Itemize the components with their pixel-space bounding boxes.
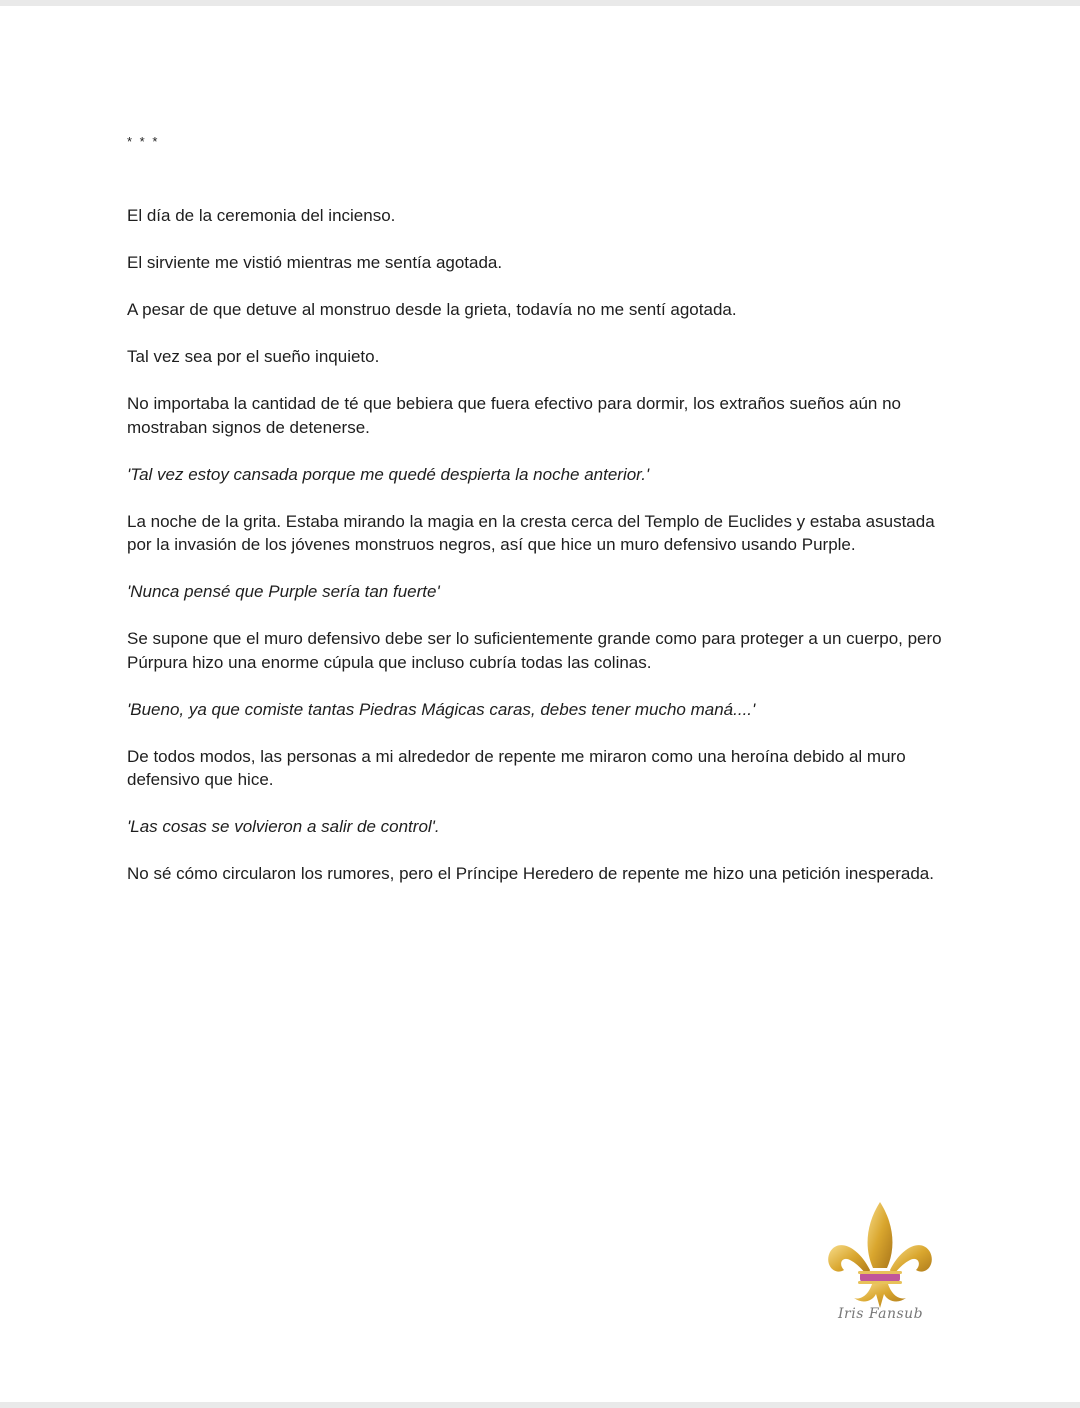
paragraph: Se supone que el muro defensivo debe ser lo suficientemente grande como para proteger a un cuerpo, pero Púrpura hizo una enorme cúpula que incluso cubría todas las colinas.	[127, 629, 942, 672]
paragraph: A pesar de que detuve al monstruo desde la grieta, todavía no me sentí agotada.	[127, 300, 737, 319]
document-body	[127, 134, 947, 909]
thought-paragraph: 'Tal vez estoy cansada porque me quedé despierta la noche anterior.'	[127, 464, 650, 484]
paragraph: No importaba la cantidad de té que bebiera que fuera efectivo para dormir, los extraños sueños aún no mostraban signos de detenerse.	[127, 394, 901, 437]
paragraph: El día de la ceremonia del incienso.	[127, 206, 396, 225]
thought-paragraph: 'Las cosas se volvieron a salir de control'.	[127, 817, 440, 836]
paragraph: La noche de la grita. Estaba mirando la magia en la cresta cerca del Templo de Euclides y estaba asustada por la invasión de los jóvenes monstruos negros, así que hice un muro defensivo usando Purple.	[127, 511, 935, 554]
paragraph: El sirviente me vistió mientras me sentía agotada.	[127, 253, 503, 272]
scene-separator: * * *	[127, 134, 160, 149]
paragraph: De todos modos, las personas a mi alrededor de repente me miraron como una heroína debido al muro defensivo que hice.	[127, 746, 906, 789]
paragraph: Tal vez sea por el sueño inquieto.	[127, 347, 380, 366]
signature: Iris Fansub	[838, 1306, 924, 1322]
paragraph: No sé cómo circularon los rumores, pero el Príncipe Heredero de repente me hizo una petición inesperada.	[127, 864, 934, 883]
thought-paragraph: 'Bueno, ya que comiste tantas Piedras Mágicas caras, debes tener mucho maná....'	[127, 699, 756, 719]
document-page	[0, 6, 1080, 1402]
thought-paragraph: 'Nunca pensé que Purple sería tan fuerte'	[127, 582, 440, 601]
